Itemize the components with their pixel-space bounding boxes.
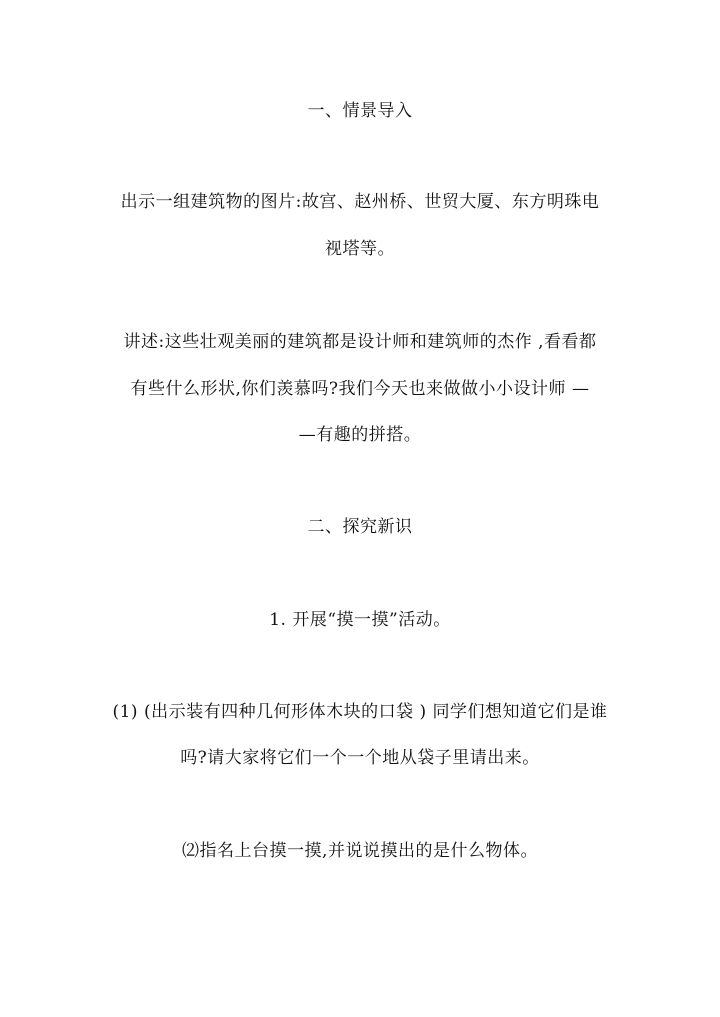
section-heading-1: 一、情景导入	[307, 101, 413, 121]
subitem-2: ⑵指名上台摸一摸,并说说摸出的是什么物体。	[182, 841, 538, 861]
paragraph-narration-line-3: —有趣的拼搭。	[298, 425, 422, 445]
section-heading-2: 二、探究新识	[307, 517, 413, 537]
activity-item-1: 1. 开展“摸一摸”活动。	[269, 610, 451, 630]
paragraph-narration-line-2: 有些什么形状,你们羡慕吗?我们今天也来做做小小设计师 —	[130, 379, 590, 399]
paragraph-narration-line-1: 讲述:这些壮观美丽的建筑都是设计师和建筑师的杰作 ,看看都	[123, 332, 597, 352]
paragraph-buildings-line-2: 视塔等。	[325, 239, 395, 259]
subitem-1-line-1: (1) (出示装有四种几何形体木块的口袋 ) 同学们想知道它们是谁	[112, 702, 608, 722]
subitem-1-line-2: 吗?请大家将它们一个一个地从袋子里请出来。	[180, 748, 540, 768]
paragraph-buildings-line-1: 出示一组建筑物的图片:故宫、赵州桥、世贸大厦、东方明珠电	[120, 192, 600, 212]
